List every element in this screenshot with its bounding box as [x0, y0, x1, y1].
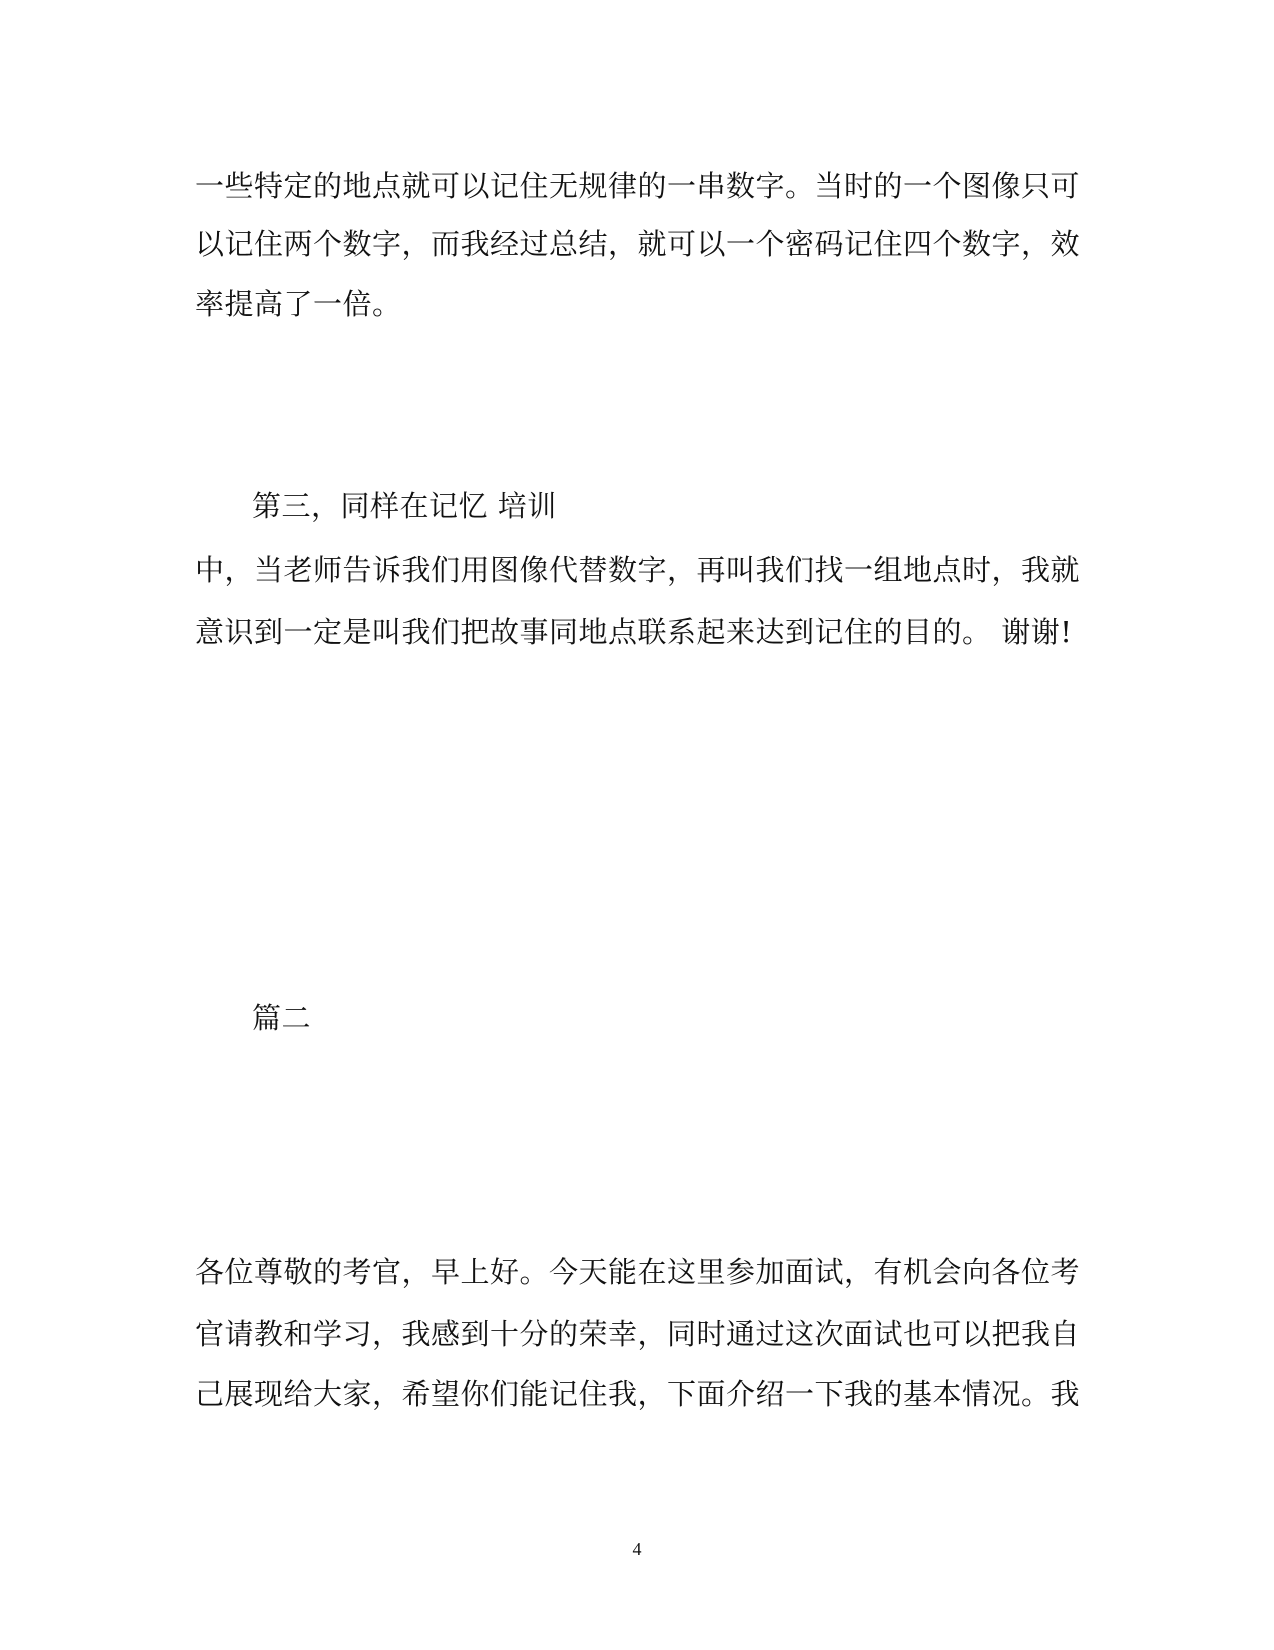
page-number: 4 [632, 1539, 642, 1559]
paragraph-1-line-1: 一些特定的地点就可以记住无规律的一串数字。当时的一个图像只可 [195, 169, 1081, 203]
paragraph-2-line-2: 中，当老师告诉我们用图像代替数字，再叫我们找一组地点时，我就 [195, 553, 1081, 587]
paragraph-2-line-1: 第三，同样在记忆 培训 [252, 489, 557, 523]
paragraph-3-line-2: 官请教和学习，我感到十分的荣幸，同时通过这次面试也可以把我自 [195, 1317, 1081, 1351]
section-heading: 篇二 [252, 1001, 312, 1035]
paragraph-1-line-3: 率提高了一倍。 [195, 287, 402, 321]
paragraph-3-line-3: 己展现给大家，希望你们能记住我，下面介绍一下我的基本情况。我 [195, 1377, 1081, 1411]
paragraph-1-line-2: 以记住两个数字，而我经过总结，就可以一个密码记住四个数字，效 [195, 227, 1081, 261]
paragraph-2-line-3: 意识到一定是叫我们把故事同地点联系起来达到记住的目的。 谢谢! [195, 615, 1073, 649]
paragraph-3-line-1: 各位尊敬的考官，早上好。今天能在这里参加面试，有机会向各位考 [195, 1255, 1081, 1289]
